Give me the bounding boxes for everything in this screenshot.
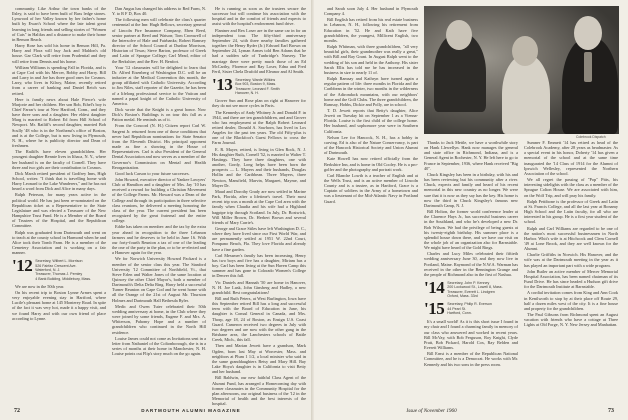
issue-date: Issue of November 1960: [406, 408, 457, 414]
paragraph: We are now in the 50th year.: [15, 283, 65, 289]
paragraph: From the Concord (N. H.) Citizen report Carl W. Sargent Jr. returned from one of those conditions that never had Republican nominations for State Senator from the Eleventh District. His principal opponent made as fine a showing in the House of Representatives. Carl is also President of the General Dental Association and now serves as a member of the Governor's Commission on Mental and Health Reorganization.: [112, 123, 206, 170]
paragraph: Dan Angus has changed his address to Red Farm, N. Y. to R F D, Box 40.: [112, 6, 206, 17]
class-year: '12: [12, 256, 33, 276]
class-year: '15: [424, 299, 445, 319]
right-page: [314, 0, 628, 420]
class-officers: Secretary, John P. Kenney 200 Lockwood St., Lowell 8, Mass. Treasurer, Everett L. Lindgren Oxford, Mass. 33rd: [447, 281, 503, 298]
paragraph: Ralph Ramsay and Kathryn have turned again a regular pattern of life: three months in Florida and the Caribbean in the winter, two months in the wilderness of the Adirondack mountains, with our neighbors' home and the Golf Clubs. The three grandchildren, the Ramsay, Hobbs, Dickie and Polly, are in school.: [324, 76, 418, 107]
paragraph: Bill Holton, the former world conference leader at the Clarence Hays Jr., has successful business career in the Southland, and who he's developed a new Dr. Bob Wilson. We had the privilege of being guests at his twenty-eighth birthday. His summer place is a splendid house down there, and we have our visit on the whole job of an organization also for Barnstable. We might have heard of the Gold Rings.: [424, 209, 518, 251]
paragraph: John Howard, executive director of Yankee Lawyers' Club at Hamilton and a daughter of Mrs. Jay '10 has received a reward for building a Christian Movement of the College Farms. Mr. Howard was a Dean of the College and through its participation in three selective class reunions, he delivered a meeting honoring the class of the year. The current president has been recognized by the great fraternal and the entire college.: [112, 177, 206, 224]
paragraph: Ralph and Carl Williams are regarded to be one of the nation's most successful businessmen in North Harbor. Whit's wife is at Hitchcock and Clem Cornell '49 at Lone Brook, and they are well known for the Alumni.: [524, 225, 618, 252]
paragraph: Flantner and Rex Loser are in the same car in for an independent tour. The fifty-third anniversary September 24, with three nearby families gathered together: the Henry Ryder (Jr.) Edward Earl Brown on September 24, Lyman Armes told Ben Adams that he had a sudden sale of Tunbridge's Nursery. The marriage there were pretty much those of an Ed McCarthy, Florence and Ray Loser, Edna and Fred Fertl, Sister Chela Drufold and Eleanor and Al Smith.: [212, 27, 306, 74]
class-year: '13: [212, 75, 233, 95]
paragraph: community. Like Arthur the town banks of the Ilsley, is said to have been built of Bass ledge stones. Lynwood of her Valley known by her father's home built by Ewart's School where the late talent great learning in long friends and selling stories of "Women of Cuts" in Halifax and a distance to make their home in Benson Beach.: [12, 6, 106, 42]
paragraph: The Ratliffs have eleven grandchildren. Her youngest daughter Rennie lives in Ithaca, N. Y., where her husband is on the faculty of Cornell. They have three and two girls are their contribution to Cosmos.: [12, 149, 106, 170]
paragraph: Ralph Pettibone is the professor of Greek and Latin at St. Francis College, and all the last year at Bonamy High School and the Latin faculty, for all who are interested in his group. He is a first year student of the school.: [524, 198, 618, 225]
paragraph: Dick Marsh retired president of Godfrey Inns, High School, writes: "I think that is travelling home with Harry Leonard to the Lake Wanderers," and he has not heard a word from Dick and Alice in many days.: [12, 170, 106, 192]
class-header: [424, 280, 518, 298]
paragraph: We for Norwich University Howard Packard is a member of the senior class this year. The Stanford University '12 Committee of Northfield, Vt., that Steve Erlen and Walter Jones of the same location at Quincey the other Chief Mayor's, both a member of Dartmouth's Delta Delta Ring. Harry held a successful Turner Reunion on Cape Cod and he went home with all the Orange of the 21st of August Mr. Thurston Holmes and Dartmouth Hall Bethesda Ryler.: [112, 256, 206, 303]
paragraph: On his recent trip to Boston Lynne Armes spent a very enjoyable evening stay in Hartford, where Lucile's pleasant home at 145 Monterey Road. In spite of the fact it was very hot, made it a happy visit, and we found Harry and with our own friend of place according to Lynne.: [12, 289, 106, 321]
paragraph: Bill and Ruth Peters, at West Burlington, Iowa have this September retired Bill has a long and successful term with the Board of Education in June, his daughter is Consul General in Canada, and Mrs. Thorp, age 18, 24 of Boston, as Ensign U.S. Coast Guard. Cameron received two degrees in July with two degrees and are now with the other gang in the Brisbane area, the Lanchesters schools of Battle Creek, Mich., this fall.: [212, 296, 306, 343]
paragraph: and Sarah soon July 4. Her husband in Plymouth Company 4.: [324, 6, 418, 17]
photo-head-right: [574, 16, 602, 50]
paragraph: Kate Howell has now retired officially from the Berkshire Inn, and is home in Old Cooley. He is a pro-golfer and the photography and portrait work.: [324, 156, 418, 172]
left-page-footer: [14, 408, 241, 414]
paragraph: John Butler an active member of Mercer Memorial Hospital Association, has been named chairman of its Fund Drive. He has since headed a Hudson gift drive for the Dartmouth Institute at Barnstable.: [524, 268, 618, 290]
paragraph: Thanks to Jack Mettle, we have a worthwhile story on Hank Llewellyn. Hank now manages the general and state office in Richmond, Indiana, and is a General Agent in Rochester, N. Y. He left here to go to France in September, 1936, where Hank received "Big 40".: [424, 140, 518, 171]
paragraph: Chuck Kingsley has been in a birthday, with his and has been reviewing but his community after a river. Chuck, expects and family and heard of his recent memorial in this new country as no longer. We were sure that it is now as they say has the key. His home is now the third in Chuck Kingsley's famous new Dartmouth Camp, N. J.: [424, 171, 518, 208]
right-column-1: [324, 6, 418, 398]
paragraph: George and Grace Stiles have left Washington D. C., where they have lived since our First World War, and are permanently settled at 1951 W. 22nd Court, Pompano Beach, Fla. They love Florida and already have a fine garden.: [212, 225, 306, 252]
class-officers: Secretary, Philip R. Everson 44 Pearl St. Hartford, Conn.: [447, 302, 492, 315]
paragraph: Carl Blanche Lowth is a teacher of English and at the Wells Trust, and is an active member of Lincoln County and is a trustee, as in Hartford, Grace is a Captain of soldiers in the Army of a hometown and was a lieutenant of the Mid-Atlantic Navy in Portland Guard.: [324, 172, 418, 204]
paragraph: Grover Sun and Rose plan on right at Hanover for they do not see more cycles in Paris.: [212, 98, 306, 109]
paragraph: Your '12 classmates will be delighted to learn that Dr. Alfred Eisenberg of Washington D.C. will be an inductee at the Medical Convention this month, the group affiliated with Catholic University. According to Jim Niles, staff reporter of the Gazette, he has been of a lifelong professional service to the Vatican and named a papal knight of the Catholic University of America.: [112, 64, 206, 106]
class-officers: Secretary, Wilbert L. Morrison 526 Fairfax Crescent Ave. Waterford, N. J. Treasurer, Thomas J. Pemley 4 Bank Building, Middlebury, Mass.: [35, 259, 92, 281]
photo-head-left: [446, 20, 472, 50]
paragraph: E. R. Mayer, retired, is living in Glen Rock, N. J. His daughter Ruth, Cornell '52, is married to Walter T. Hastings. They have three daughters, one with another, Gordy, Long helps have been born the prospects — L. Mayers and their husbands, Douglas Hollin and the Caribbean. Three Mayers, three Newton, Mansfield, Marvin, Margaret, Mayme, and Mayer Dr.: [212, 146, 306, 188]
paragraph: William Williams is spending Fall in Florida, and is at Cape Cod with his Mercer, Bobby and Harry. Bill and Larry in and Joe has three good ones for Cosmos. Larry, who lives in Kilroy, Maine, recently retired from a career of banking and Daniel Reich was retired.: [12, 64, 106, 96]
paragraph: Charles and Lucy Miles celebrated their fiftieth wedding anniversary June 30, and they now live in Portland, Maine. Raymond of the N.W.A. Warman has received in the other in the Bennington Grange and the people of Richmond also in the first of Nashua.: [424, 251, 518, 277]
paragraph: Vic Daniels and Hannah '50 are home in Hanover, N. H. Joe Lusk, John Ginsberg and Hadley, a new grandchild. Best congratulations!: [212, 279, 306, 295]
paragraph: Sumner F. Emmett '14 has retired as head of the Colebrook Academy, after 28 years as headmaster. As a special event in his honor, Doherty '14 has given a memorial of the school and at the same time inaugurated the '14 Class of 1914 for the Alumni of Ipswich Wellesley, represented the Northern Association of the school.: [524, 140, 618, 176]
right-column-2: [424, 140, 518, 398]
right-column-3: [524, 140, 618, 398]
photo-figure-right: [562, 36, 618, 134]
paragraph: Bill Ernst is a member of the Republican National Committee, and he is a Democrat. He works with Mr. Kennedy and his two sons in the press room.: [424, 351, 518, 367]
class-header: [212, 77, 306, 95]
paragraph: Bill English has retired from his real estate business in Lebanon, N. H., following his retirement from Education in '52. He and Kath have five grandchildren, the youngest, Millicent English, two months.: [324, 17, 418, 43]
paragraph: We all regret the passing of "Pop" Pitts, his interesting sidelights with the class as a member of the Sprague Colton House. We are associated with him, on the Wolf Trip, and will pray his family.: [524, 177, 618, 198]
paragraph: Ralph Whitman, with three grandchildren, "all very beautiful girls, their grandmother was really a great," with Bill and Ray Grant. In August Ralph went to the wedding of his son and held in the Anthony. His sister Sarah Ellis has told me he has increased in the business in size to nearly 11 of.: [324, 44, 418, 75]
right-page-footer: [406, 408, 614, 414]
photo-head-middle: [512, 36, 538, 66]
paragraph: T. D. Jewett reports that Betty's daughter, Alice Jewett on Tuesday hit on September 1 as a Vienna-Florida. Louise is the first child of the college home. Her husband, and sophomore year were in Southern California.: [324, 107, 418, 134]
paragraph: Harry Rose has sold his home in Benson Hill, Pa. Harry and Flora will buy Jack and Maldon's old house. Gar Clark will retire from Prudential and they will retire from Dennis and his home.: [12, 43, 106, 64]
left-column-2: [112, 6, 206, 398]
paragraph: Louise James could not come as Invitations sent in a letter from Nathaniel of the Coltonborough, she is in a series of months at their home in Manchester, N. H. Louise points out Flip's story much on the go again.: [112, 335, 206, 357]
paragraph: Bill Baldwin, our new faithful Class Agent of the Alumni Fund, has arranged a Homecoming day with former classmates in the Community Hospital for the plan afternoons, our original business of the '12 in the Memorial of health and the best interests of the hospital.: [212, 375, 306, 407]
paragraph: The following men will celebrate the class's quarter centennial at the Inn: Hugh Bellows, secretary general of Lincoln Fire Insurance Company, Eben Reed, senior partner at Reed and Watson; Tom Cromwell of the Intersolve of Hale and Fairbanks; Robert Ramsey director of the School Council at Dunbar Morrison, Historian of Texas; Steve Barton, professor of Greek and Latin of Sprague College; Carl Mead, editor of the Berkshire; and the Rev. H. Benfort.: [112, 17, 206, 64]
paragraph: Carl Messmer's family has been increasing. Henry has two boys and five has a daughter, Miriam has a boy. Carl has been living at the Sun Haven Camp this summer and has gone to Colorado Women's College in Denver this fall.: [212, 252, 306, 279]
photo-credit: Colebrook Dispatch: [576, 135, 606, 139]
paragraph: Nelson Lee for Hancock, N. H., has a hobby in carving. Ed is also of the Nature Conservancy, is part of the Hancock Historical Society and Union Alumni of Dartmouth.: [324, 134, 418, 156]
class-header: [424, 299, 518, 319]
paragraph: Medic and Owen Tuter celebrated their 50th wedding anniversary at home, in the Club where they were joined by some friends, Eugene F. and Mrs. A. Whiterson, Pahomy Hope and a number of grandchildren who continued in the North Hill residence.: [112, 303, 206, 335]
paragraph: Maud and Dorothy Grady are now settled in Marine Park, Florida, after a lifetime's travel. Their most recent trip was a month at the Cape Cod area with the family when Claudia and his wife had a Highland bagpipe trip through Scotland. In July, Dr. Bostwick, Will Miller Brown, Dr. Herbert Brown and several friends of Mary Carrie's.: [212, 188, 306, 225]
paragraph: Charlie Griffiths in Norwich. His Hanover, and the wife was at the Dartmouth meeting in the year as it has played an important part with a wide program.: [524, 252, 618, 268]
left-column-1: [12, 6, 106, 398]
paragraph: Dick wrote that the Knight is a great honor. Now Dick's Boston's Buildings is on tour this fall as a Patton medal. He reminds us of it.: [112, 106, 206, 123]
paragraph: Ralph Peterson, for many years active in the political world. He has just been re-nominated on the Republican ticket as a Representative to the State Legislature and was elected a Treasurer of the New Hampshire Trust Fund. He is a Member of the Board of Trustees of the Hospital, and the Republican Committee.: [12, 192, 106, 229]
paragraph: Good luck Carson to your future successes.: [115, 170, 190, 176]
class-year: '14: [424, 278, 445, 298]
paragraph: He is running as soon as the trustees secure the successor but will continue his association with the hospital and in the comfort of friends and expects to assist with the hospital's endowment fund drive.: [212, 6, 306, 27]
paragraph: The Kennedys of Andy Whitney Jr. and Donald F. in 1944, and there are ten grandchildren, and and Grover who has employment at the Ralph Robert Leonard retired dealer, Donald A. Sawhorn, has lived in Los Angeles for the past ten years. The old Fifty-plus is one of the Blackfoot's Guest Fellows to cross the Farm Journal.: [212, 109, 306, 146]
paragraph: The Paul Gibsons from Richmond spent an August vacation with friends who have a cottage at Three Lights at Old Forge, N. Y. New Jersey and Manhattan.: [524, 312, 618, 328]
paragraph: It's a small world! As it is this short issue I found in my chair and I found a charming family in memory of our class who answered and worked in recent years. Bill McVay, with Bob Ferguson, Roy Knight, Clyde Pratt, Bob Pickard, Harold Cox, Ray Belden and Everett Williams.: [424, 319, 518, 351]
photo-figure-middle: [502, 54, 550, 134]
paragraph: Ralph was graduated from Dartmouth and went on to teach at the county school in Harmond when he and Alice took their Tomb Farm. He is a member of the Cemetery Association and is working on a fair manner.: [12, 229, 106, 256]
photo-necktie: [584, 52, 592, 82]
group-photo: [424, 6, 619, 134]
class-header: [12, 258, 106, 280]
magazine-title: DARTMOUTH ALUMNI MAGAZINE: [141, 408, 241, 413]
paragraph: Then and Marian Jewett have a grandson, Mark Ogden, born last May at Worcester, Mass. and neighbors at Plum 1 1/2, a local minister who said in the same granddaughters Betsy and Mary Hill. Bay Lake Hoya's daughter is in California to visit Betty and her husband.: [212, 343, 306, 375]
paragraph: Here is family news about Hale Pierce's wife Marjorie and her children. Her son Bob, Ethel's boy is Chief Farrar's tour at New Hartford, Conn., and they have three sons and a daughter. Her eldest daughter Marg is married to Robert Ed from Hill School of Newport. Mr. Ratliff's second daughter, married Bob Scully '48 who is in the Northeast's office of Boston, and is at the College, but is now living in Plymouth, N. H., where he is publicity director and Dean of freshmen.: [12, 96, 106, 149]
paragraph: Eddie has taken on member: and the tax by the extra year ahead in recognition to the three Lebanon farmers and he deserves to be held in June 16. With our forty-fourth Reunion a tax of one of the leading the one of the party in the plan, or to be re-elected and a Hanover again for the year.: [112, 224, 206, 256]
paragraph: A cordial invitation comes from King and Ann Cook in Kenilworth to stop by at their place off Route 29, half a dozen miles west of the city. It is a fine house and property for the grandchildren.: [524, 290, 618, 311]
page-number-right: 73: [608, 408, 614, 414]
left-column-3: [212, 6, 306, 407]
class-officers: Secretary, Warde Wilkins Box 903, Boston 9, Mass. Treasurer, Leonard F. Smith Hanover, N. H.: [235, 78, 280, 95]
page-number-left: 72: [14, 408, 20, 414]
